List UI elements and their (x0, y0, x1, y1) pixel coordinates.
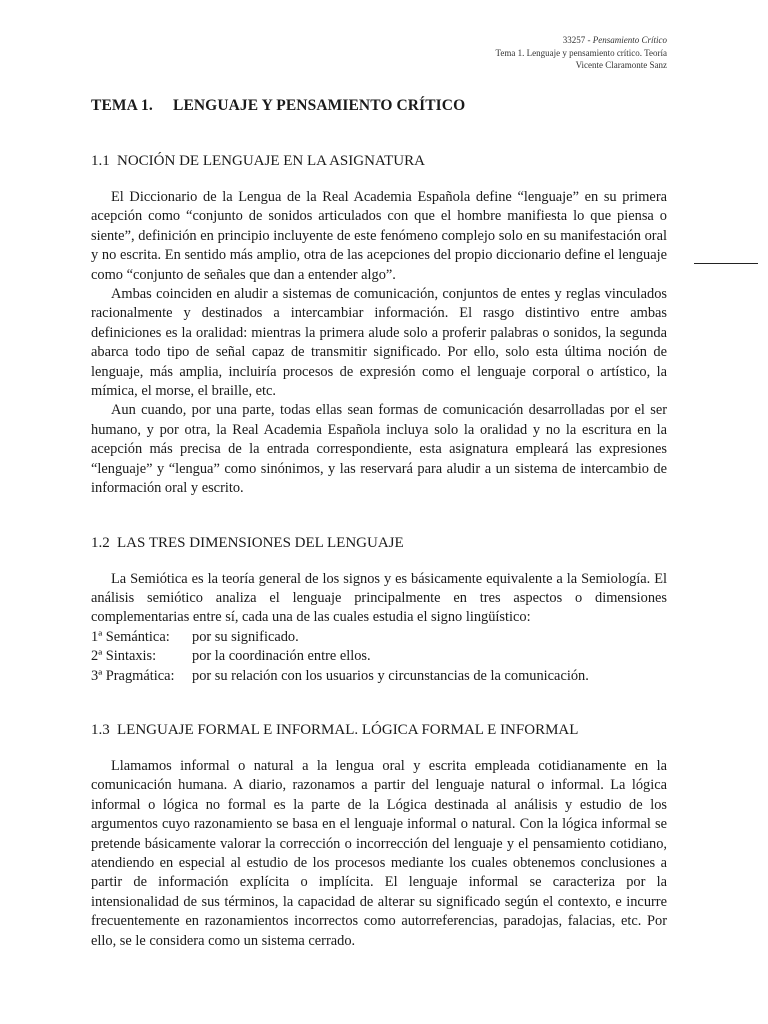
header-topic-line: Tema 1. Lenguaje y pensamiento crítico. Teoría (495, 47, 667, 58)
paragraph: Llamamos informal o natural a la lengua oral y escrita empleada cotidianamente en la comunicación humana. A diario, razonamos a partir del lenguaje natural o informal. La lógica informal o lógica no formal es la parte de la Lógica destinada al análisis y estudio de los argumentos cuyo razonamiento se basa en el lenguaje informal o natural. Con la lógica informal se pretende básicamente valorar la corrección o incorrección del lenguaje y el pensamiento cotidiano, atendiendo en especial al estudio de los procesos mediante los cuales obtenemos conclusiones a partir de información explícita o implícita. El lenguaje informal se caracteriza por la intensionalidad de sus términos, la capacidad de alterar su significado según el contexto, e incurre frecuentemente en razonamientos incorrectos como autorreferencias, paradojas, falacias, etc. Por ello, se le considera como un sistema cerrado. (91, 757, 667, 949)
dimension-name: 2ª Sintaxis: (91, 648, 157, 665)
section-body-1-3 (91, 757, 667, 951)
paragraph: Ambas coinciden en aludir a sistemas de comunicación, conjuntos de entes y reglas vinculados racionalmente y destinados a intercambiar información. El rasgo distintivo entre ambas definiciones es la oralidad: mientras la primera alude solo a proferir palabras o sonidos, la segunda abarca todo tipo de señal capaz de transmitir significado. Por ello, solo esta última noción de lenguaje, más amplia, incluiría procesos de expresión como el lenguaje corporal o artístico, la mímica, el morse, el braille, etc. (91, 286, 667, 400)
header-author-line: Vicente Claramonte Sanz (575, 60, 667, 70)
section-heading-1-2 (91, 533, 667, 553)
paragraph: Aun cuando, por una parte, todas ellas sean formas de comunicación desarrolladas por el ser humano, y por otra, la Real Academia Española incluya solo la oralidad y no la escritura en la acepción más precisa de la entrada correspondiente, esta asignatura empleará las expresiones “lenguaje” y “lengua” como sinónimos, y las reservará para aludir a un sistema de intercambio de información oral y escrito. (91, 402, 667, 497)
page-header (495, 34, 667, 72)
dimension-item-sintaxis (91, 647, 667, 666)
section-number: 1.2 (91, 534, 110, 551)
margin-rule (694, 263, 758, 264)
document-body (91, 96, 667, 951)
section-body-1-2 (91, 570, 667, 686)
dimension-item-pragmatica (91, 667, 667, 686)
section-heading-1-3 (91, 720, 667, 740)
chapter-title-text: LENGUAJE Y PENSAMIENTO CRÍTICO (173, 97, 466, 114)
chapter-number: TEMA 1. (91, 97, 153, 114)
section-heading-1-1 (91, 151, 667, 171)
header-course-code: 33257 - (562, 35, 593, 45)
section-body-1-1 (91, 188, 667, 499)
dimension-item-semantica (91, 628, 667, 647)
section-title: NOCIÓN DE LENGUAJE EN LA ASIGNATURA (117, 153, 425, 169)
dimension-name: 1ª Semántica: (91, 628, 170, 645)
dimension-description: por la coordinación entre ellos. (192, 648, 371, 665)
header-course-line (495, 34, 667, 47)
section-number: 1.1 (91, 153, 110, 169)
paragraph: El Diccionario de la Lengua de la Real Academia Española define “lenguaje” en su primera acepción como “conjunto de sonidos articulados con que el hombre manifiesta lo que piensa o siente”, definición en principio incluyente de este fenómeno complejo solo en su manifestación oral y no escrita. En sentido más amplio, otra de las acepciones del propio diccionario define el lenguaje como “conjunto de señales que dan a entender algo”. (91, 189, 667, 283)
header-course-name: Pensamiento Crítico (592, 35, 667, 45)
dimension-name: 3ª Pragmática: (91, 667, 175, 684)
chapter-title (91, 96, 667, 116)
section-title: LENGUAJE FORMAL E INFORMAL. LÓGICA FORMAL E INFORMAL (117, 721, 579, 738)
paragraph: La Semiótica es la teoría general de los signos y es básicamente equivalente a la Semiología. El análisis semiótico analiza el lenguaje principalmente en tres aspectos o dimensiones complementarias entre sí, cada una de las cuales estudia el signo lingüístico: (91, 570, 667, 626)
dimension-description: por su significado. (192, 628, 299, 645)
dimensions-list (91, 628, 667, 686)
section-title: LAS TRES DIMENSIONES DEL LENGUAJE (117, 534, 404, 551)
section-number: 1.3 (91, 721, 110, 738)
dimension-description: por su relación con los usuarios y circunstancias de la comunicación. (192, 667, 589, 684)
